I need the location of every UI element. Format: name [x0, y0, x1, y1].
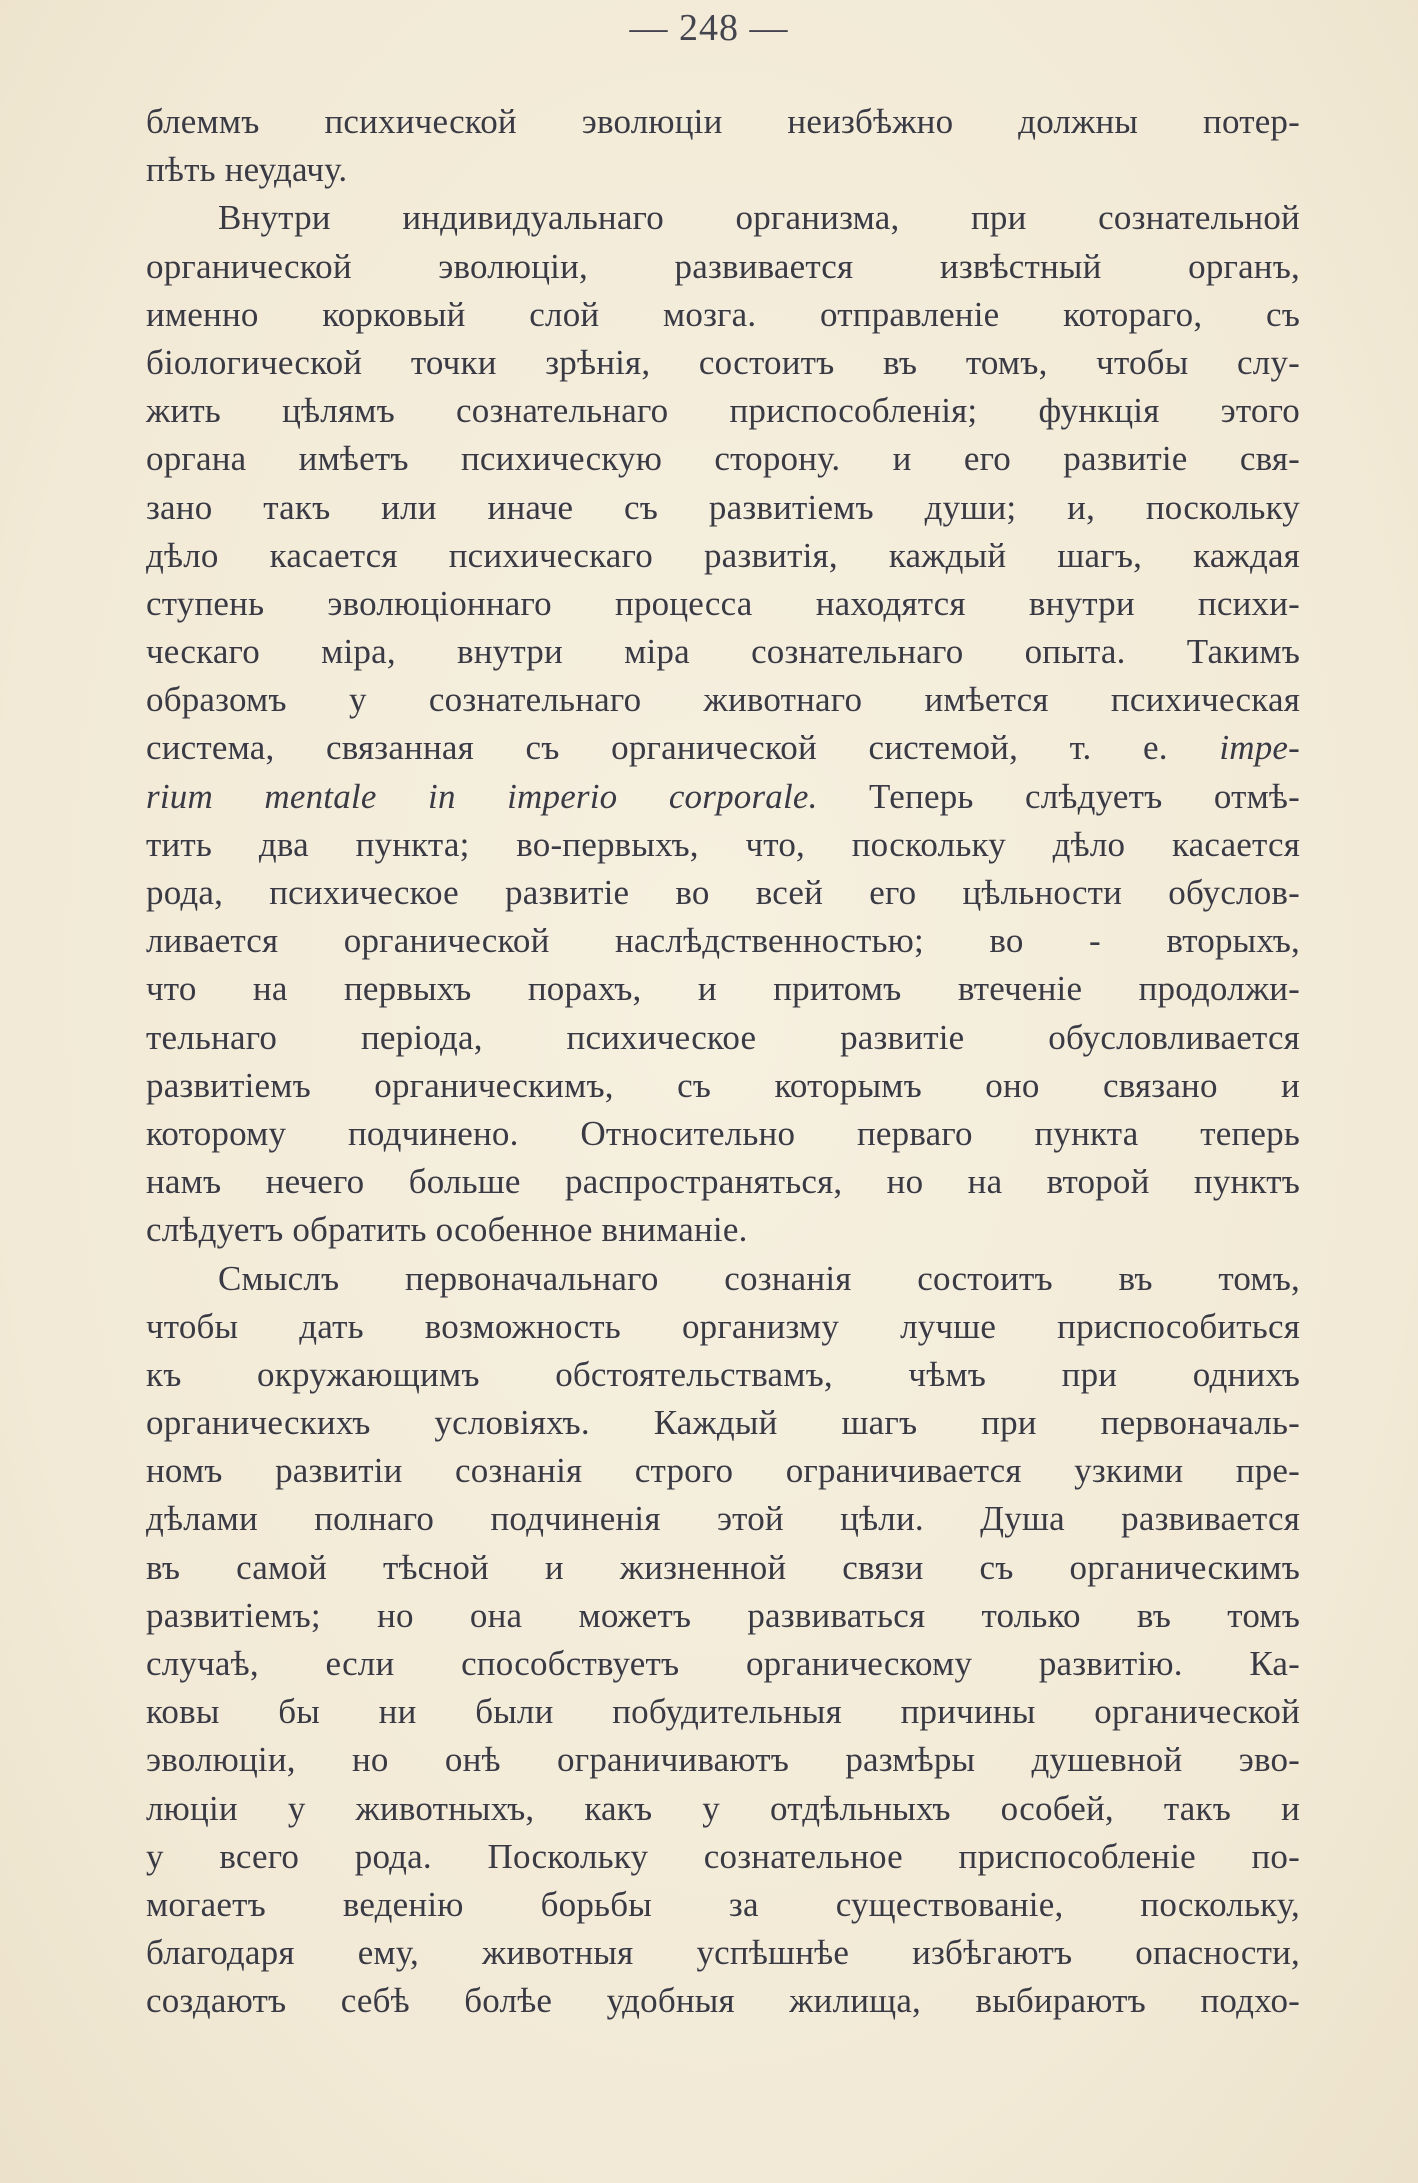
line-text: у всего рода. Поскольку сознательное приспособленіе по-: [146, 1836, 1300, 1876]
line-text: которому подчинено. Относительно перваго пункта теперь: [146, 1113, 1300, 1153]
line-text: органическихъ условіяхъ. Каждый шагъ при первоначаль-: [146, 1403, 1300, 1443]
line-text: тельнаго періода, психическое развитіе обусловливается: [146, 1017, 1300, 1057]
text-line: [146, 676, 1300, 724]
line-text: намъ нечего больше распространяться, но на второй пунктъ: [146, 1162, 1300, 1202]
line-text: могаетъ веденію борьбы за существованіе, поскольку,: [146, 1884, 1300, 1924]
line-text: слѣдуетъ обратить особенное вниманіе.: [146, 1210, 748, 1250]
text-line: [146, 1544, 1300, 1592]
text-line: [146, 98, 1300, 146]
text-line: [146, 387, 1300, 435]
text-line: [146, 1688, 1300, 1736]
text-line: [146, 1351, 1300, 1399]
line-text: Внутри индивидуальнаго организма, при сознательной: [218, 198, 1300, 238]
line-text: ливается органической наслѣдственностью; во - вторыхъ,: [146, 921, 1300, 961]
line-text: именно корковый слой мозга. отправленіе котораго, съ: [146, 294, 1300, 334]
text-line: [146, 1158, 1300, 1206]
line-text: въ самой тѣсной и жизненной связи съ органическимъ: [146, 1547, 1300, 1587]
line-text: органической эволюціи, развивается извѣстный органъ,: [146, 246, 1300, 286]
line-text: чтобы дать возможность организму лучше приспособиться: [146, 1306, 1300, 1346]
text-line: [146, 1447, 1300, 1495]
italic-phrase: rium mentale in imperio corporale.: [146, 776, 818, 816]
line-text: ковы бы ни были побудительныя причины органической: [146, 1692, 1300, 1732]
line-text: тить два пункта; во-первыхъ, что, поскольку дѣло касается: [146, 824, 1300, 864]
text-line: [146, 773, 1300, 821]
text-line: [146, 1014, 1300, 1062]
line-text: Теперь слѣдуетъ отмѣ-: [817, 776, 1300, 816]
text-line: [146, 339, 1300, 387]
line-text: система, связанная съ органической системой, т. е.: [146, 728, 1168, 768]
line-text: къ окружающимъ обстоятельствамъ, чѣмъ при однихъ: [146, 1354, 1300, 1394]
line-text: что на первыхъ порахъ, и притомъ втеченіе продолжи-: [146, 969, 1300, 1009]
line-text: органа имѣетъ психическую сторону. и его развитіе свя-: [146, 439, 1300, 479]
text-line: [146, 484, 1300, 532]
text-line: [146, 580, 1300, 628]
text-line: [146, 965, 1300, 1013]
text-line: [146, 1881, 1300, 1929]
line-text: дѣлами полнаго подчиненія этой цѣли. Душа развивается: [146, 1499, 1300, 1539]
text-line: [146, 1255, 1300, 1303]
text-line: [146, 435, 1300, 483]
text-line: [146, 1785, 1300, 1833]
line-text: блеммъ психической эволюціи неизбѣжно должны потер-: [146, 102, 1300, 141]
text-line: [146, 1640, 1300, 1688]
text-line: [146, 1495, 1300, 1543]
body-text: [146, 98, 1300, 2026]
text-line: [146, 1062, 1300, 1110]
line-text: случаѣ, если способствуетъ органическому развитію. Ка-: [146, 1644, 1300, 1683]
text-line: [146, 1206, 1300, 1254]
line-text: создаютъ себѣ болѣе удобныя жилища, выбираютъ подхо-: [146, 1981, 1300, 2021]
italic-phrase: impe-: [1219, 728, 1301, 768]
text-line: [146, 1736, 1300, 1784]
line-text: ческаго міра, внутри міра сознательнаго опыта. Такимъ: [146, 632, 1300, 672]
text-line: [146, 869, 1300, 917]
line-text: ступень эволюціоннаго процесса находятся внутри психи-: [146, 583, 1300, 623]
text-line: [146, 1592, 1300, 1640]
line-text: эволюціи, но онѣ ограничиваютъ размѣры душевной эво-: [146, 1740, 1300, 1780]
text-line: [146, 194, 1300, 242]
text-line: [146, 917, 1300, 965]
line-text: люціи у животныхъ, какъ у отдѣльныхъ особей, такъ и: [146, 1788, 1300, 1828]
line-text: жить цѣлямъ сознательнаго приспособленія; функція этого: [146, 391, 1300, 431]
line-text: благодаря ему, животныя успѣшнѣе избѣгаютъ опасности,: [146, 1933, 1300, 1973]
line-text: біологической точки зрѣнія, состоитъ въ томъ, чтобы слу-: [146, 342, 1300, 382]
text-line: [146, 1833, 1300, 1881]
text-line: [146, 1929, 1300, 1977]
line-text: зано такъ или иначе съ развитіемъ души; и, поскольку: [146, 487, 1300, 527]
text-line: [146, 146, 1300, 194]
line-text: развитіемъ; но она можетъ развиваться только въ томъ: [146, 1595, 1300, 1635]
text-line: [146, 291, 1300, 339]
line-text: номъ развитіи сознанія строго ограничивается узкими пре-: [146, 1451, 1300, 1491]
line-text: Смыслъ первоначальнаго сознанія состоитъ въ томъ,: [218, 1258, 1300, 1298]
text-line: [146, 1110, 1300, 1158]
text-line: [146, 243, 1300, 291]
line-text: пѣть неудачу.: [146, 150, 348, 190]
text-line: [146, 1303, 1300, 1351]
page-number: — 248 —: [629, 7, 789, 49]
text-line: [146, 724, 1300, 772]
line-text: рода, психическое развитіе во всей его цѣльности обуслов-: [146, 873, 1300, 912]
text-line: [146, 532, 1300, 580]
line-text: дѣло касается психическаго развитія, каждый шагъ, каждая: [146, 535, 1300, 575]
text-line: [146, 628, 1300, 676]
text-line: [146, 821, 1300, 869]
line-text: образомъ у сознательнаго животнаго имѣется психическая: [146, 680, 1300, 720]
text-line: [146, 1977, 1300, 2025]
text-line: [146, 1399, 1300, 1447]
line-text: развитіемъ органическимъ, съ которымъ оно связано и: [146, 1065, 1300, 1105]
